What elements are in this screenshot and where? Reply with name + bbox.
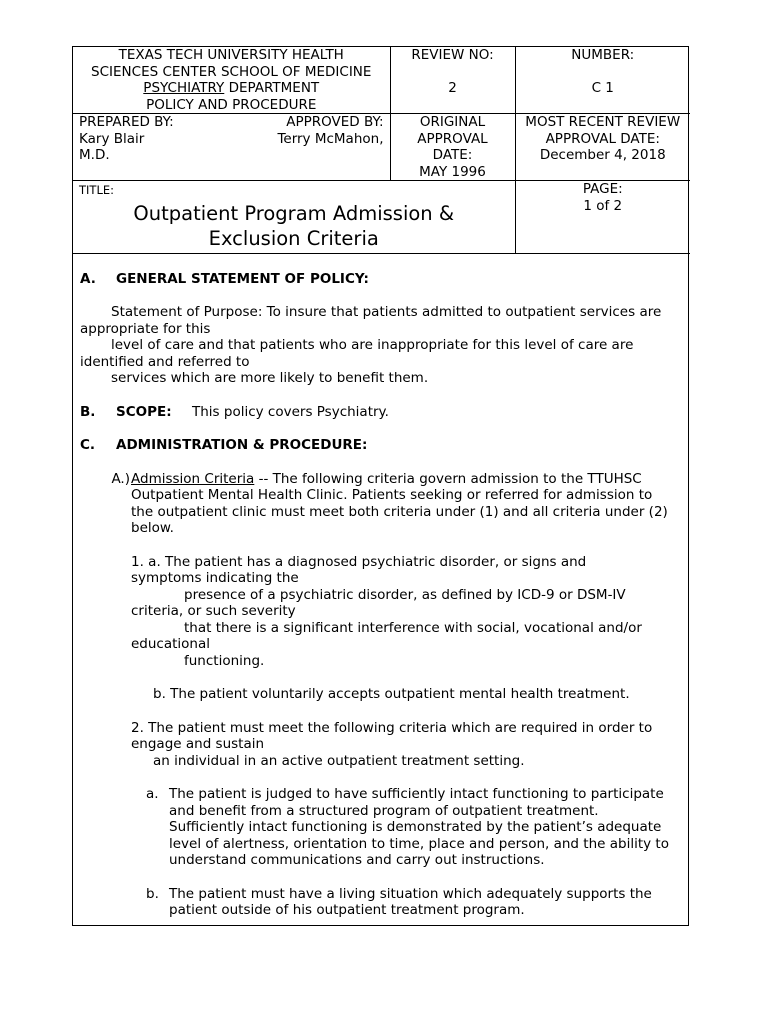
text-line: services which are more likely to benefit them. xyxy=(111,370,429,386)
section-letter: B. xyxy=(80,403,96,420)
criterion-2b xyxy=(80,886,682,919)
text-line xyxy=(131,471,678,488)
institution-line: TEXAS TECH UNIVERSITY HEALTH xyxy=(118,47,344,63)
text-line: functioning. xyxy=(184,652,265,669)
section-letter: A. xyxy=(80,270,96,287)
title-line: Exclusion Criteria xyxy=(208,226,379,250)
original-approval-line: DATE: xyxy=(432,147,473,163)
original-approval-line: ORIGINAL xyxy=(419,114,486,130)
criterion-1 xyxy=(80,554,682,670)
text-line: criteria, or such severity xyxy=(131,603,296,619)
item-text xyxy=(169,786,682,869)
text-line: level of care and that patients who are inappropriate for this level of care are xyxy=(111,337,634,353)
recent-review-line: MOST RECENT REVIEW xyxy=(525,114,681,130)
institution-cell xyxy=(73,47,390,114)
admission-criteria-label: Admission Criteria xyxy=(131,470,255,487)
text-line: identified and referred to xyxy=(80,353,250,370)
title-cell xyxy=(73,181,515,254)
item-text xyxy=(130,471,682,537)
original-approval-cell xyxy=(390,114,515,181)
page-value: 1 of 2 xyxy=(583,197,623,214)
criterion-2 xyxy=(80,720,682,770)
section-letter: C. xyxy=(80,437,96,453)
text-line: level of alertness, orientation to time, place and person, and the ability to xyxy=(169,835,669,852)
institution-line: SCIENCES CENTER SCHOOL OF MEDICINE xyxy=(91,63,372,80)
text-line: understand communications and carry out instructions. xyxy=(169,852,545,868)
section-title: ADMINISTRATION & PROCEDURE: xyxy=(116,437,368,453)
text-line: 2. The patient must meet the following criteria which are required in order to xyxy=(131,719,653,736)
page-label: PAGE: xyxy=(582,181,623,197)
approved-label: APPROVED BY: xyxy=(286,114,384,130)
text-line: The patient is judged to have sufficiently intact functioning to participate xyxy=(169,786,664,802)
text-line: symptoms indicating the xyxy=(131,570,299,586)
policy-line: POLICY AND PROCEDURE xyxy=(146,96,317,113)
text-line: appropriate for this xyxy=(80,320,211,337)
number-value: C 1 xyxy=(591,80,614,96)
section-c-heading xyxy=(80,437,682,454)
statement-of-purpose xyxy=(80,304,682,387)
review-value: 2 xyxy=(448,80,457,96)
item-marker: A.) xyxy=(111,470,130,487)
header-table xyxy=(73,47,690,254)
section-title: SCOPE: xyxy=(116,403,172,420)
approved-name: Terry McMahon, xyxy=(277,130,384,147)
recent-review-line: APPROVAL DATE: xyxy=(545,130,660,147)
text-line: patient outside of his outpatient treatment program. xyxy=(169,902,525,918)
review-cell xyxy=(390,47,515,114)
text-line: presence of a psychiatric disorder, as defined by ICD-9 or DSM-IV xyxy=(184,586,626,603)
number-label: NUMBER: xyxy=(571,47,635,63)
number-cell xyxy=(515,47,690,114)
page-cell xyxy=(515,181,690,254)
text-fragment: -- The following criteria govern admission to the TTUHSC xyxy=(254,470,642,487)
text-line: educational xyxy=(131,636,211,652)
department-line xyxy=(73,80,390,97)
criterion-1b: b. The patient voluntarily accepts outpatient mental health treatment. xyxy=(153,686,630,702)
scope-text: This policy covers Psychiatry. xyxy=(192,403,389,420)
text-line: Outpatient Mental Health Clinic. Patients seeking or referred for admission to xyxy=(131,487,653,503)
prepared-name: Kary Blair xyxy=(79,130,145,147)
text-line: The patient must have a living situation which adequately supports the xyxy=(169,885,652,902)
item-marker: a. xyxy=(146,786,159,802)
text-line: an individual in an active outpatient treatment setting. xyxy=(153,752,525,769)
item-marker: b. xyxy=(146,885,159,902)
title-line: Outpatient Program Admission & xyxy=(133,201,455,225)
text-line: 1. a. The patient has a diagnosed psychiatric disorder, or signs and xyxy=(131,553,587,570)
prepared-approved-cell xyxy=(73,114,390,181)
text-line: Sufficiently intact functioning is demonstrated by the patient’s adequate xyxy=(169,819,662,835)
prepared-by xyxy=(79,114,225,164)
original-approval-line: APPROVAL xyxy=(417,130,488,147)
prepared-label: PREPARED BY: xyxy=(79,114,174,130)
item-text xyxy=(169,886,682,919)
department-suffix: DEPARTMENT xyxy=(224,80,320,96)
text-line: the outpatient clinic must meet both criteria under (1) and all criteria under (2) xyxy=(131,503,668,520)
section-title: GENERAL STATEMENT OF POLICY: xyxy=(116,270,369,287)
policy-document xyxy=(72,46,689,926)
text-line: engage and sustain xyxy=(131,736,265,752)
recent-review-cell xyxy=(515,114,690,181)
text-line: and benefit from a structured program of outpatient treatment. xyxy=(169,802,599,819)
section-b xyxy=(80,404,682,421)
recent-review-date: December 4, 2018 xyxy=(539,147,666,163)
review-label: REVIEW NO: xyxy=(411,47,494,63)
approved-by xyxy=(237,114,383,164)
criterion-2a xyxy=(80,786,682,869)
document-title xyxy=(73,199,515,253)
text-line: below. xyxy=(131,520,174,536)
prepared-name-suffix: M.D. xyxy=(79,147,110,163)
text-line: Statement of Purpose: To insure that patients admitted to outpatient services are xyxy=(111,304,662,320)
policy-body xyxy=(73,271,688,919)
admission-criteria-item xyxy=(80,471,682,537)
text-line: that there is a significant interference with social, vocational and/or xyxy=(184,619,642,636)
original-approval-date: MAY 1996 xyxy=(419,163,486,180)
department-name: PSYCHIATRY xyxy=(143,80,225,96)
title-label: TITLE: xyxy=(79,183,114,197)
section-a-heading xyxy=(80,271,682,288)
